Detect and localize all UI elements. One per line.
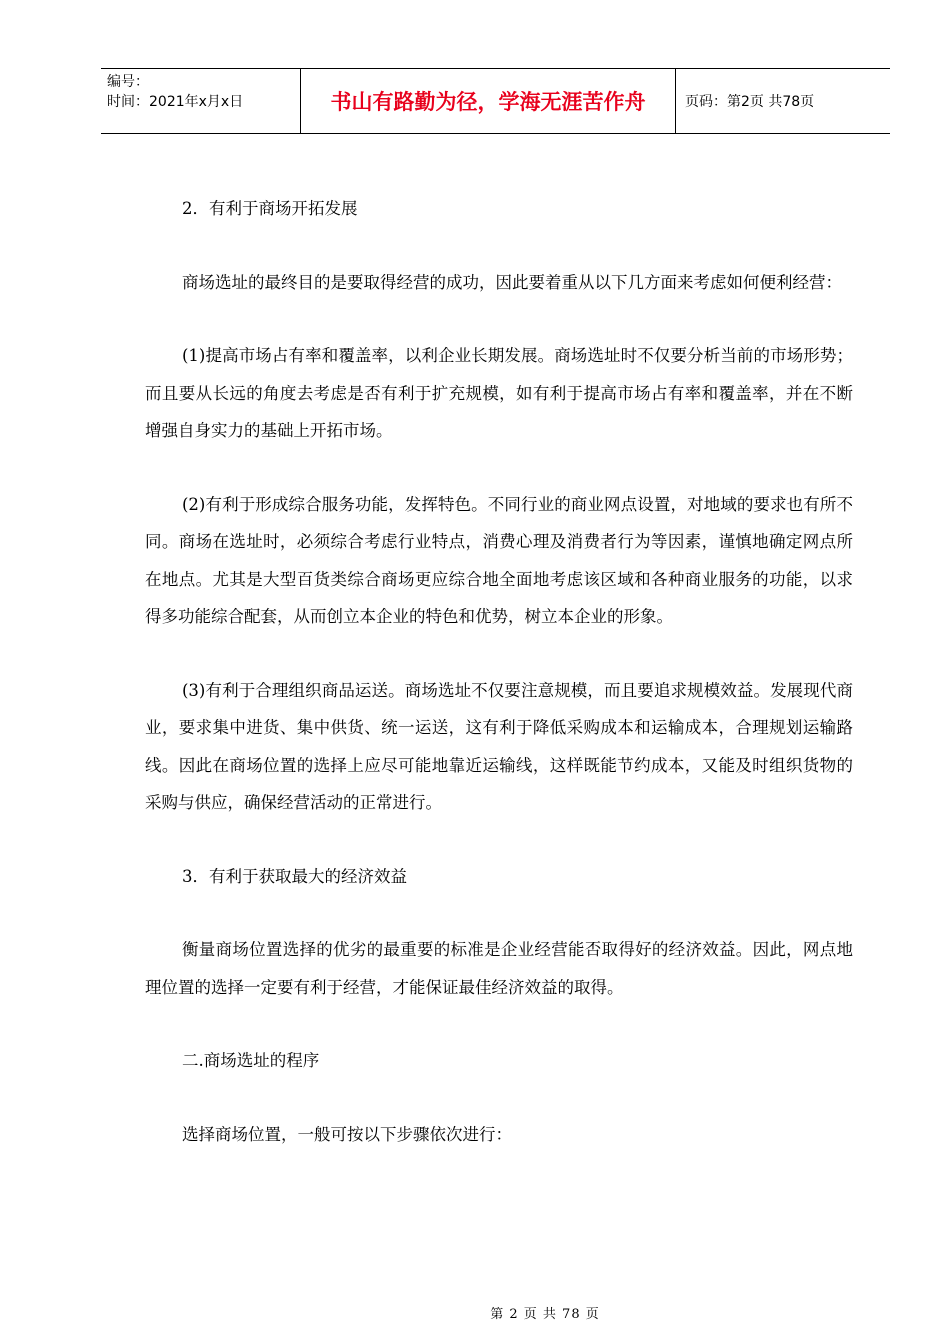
section-heading: 2．有利于商场开拓发展 (182, 199, 358, 218)
header-page-number: 页码：第2页 共78页 (685, 94, 815, 110)
page-header (101, 68, 890, 134)
header-time: 时间：2021年x月x日 (107, 94, 244, 110)
paragraph: (1)提高市场占有率和覆盖率，以利企业长期发展。商场选址时不仅要分析当前的市场形势；而且要从长远的角度去考虑是否有利于扩充规模，如有利于提高市场占有率和覆盖率，并在不断增强自身实力的基础上开拓市场。 (145, 346, 853, 440)
header-motto: 书山有路勤为径，学海无涯苦作舟 (301, 69, 676, 133)
paragraph: (3)有利于合理组织商品运送。商场选址不仅要注意规模，而且要追求规模效益。发展现代商业，要求集中进货、集中供货、统一运送，这有利于降低采购成本和运输成本，合理规划运输路线。因此在商场位置的选择上应尽可能地靠近运输线，这样既能节约成本，又能及时组织货物的采购与供应，确保经营活动的正常进行。 (145, 680, 853, 812)
page-footer: 第 2 页 共 78 页 (490, 1307, 600, 1322)
section-heading: 3．有利于获取最大的经济效益 (182, 866, 407, 886)
paragraph: 选择商场位置，一般可按以下步骤依次进行： (182, 1124, 512, 1144)
section-heading: 二.商场选址的程序 (182, 1051, 320, 1070)
paragraph: 商场选址的最终目的是要取得经营的成功，因此要着重从以下几方面来考虑如何便利经营： (182, 272, 842, 292)
paragraph: (2)有利于形成综合服务功能，发挥特色。不同行业的商业网点设置，对地域的要求也有所不同。商场在选址时，必须综合考虑行业特点，消费心理及消费者行为等因素，谨慎地确定网点所在地点。尤其是大型百货类综合商场更应综合地全面地考虑该区域和各种商业服务的功能，以求得多功能综合配套，从而创立本企业的特色和优势，树立本企业的形象。 (145, 494, 853, 626)
header-meta (101, 69, 301, 133)
document-body (145, 190, 853, 1153)
paragraph: 衡量商场位置选择的优劣的最重要的标准是企业经营能否取得好的经济效益。因此，网点地理位置的选择一定要有利于经营，才能保证最佳经济效益的取得。 (145, 940, 853, 997)
header-number: 编号： (107, 74, 149, 90)
